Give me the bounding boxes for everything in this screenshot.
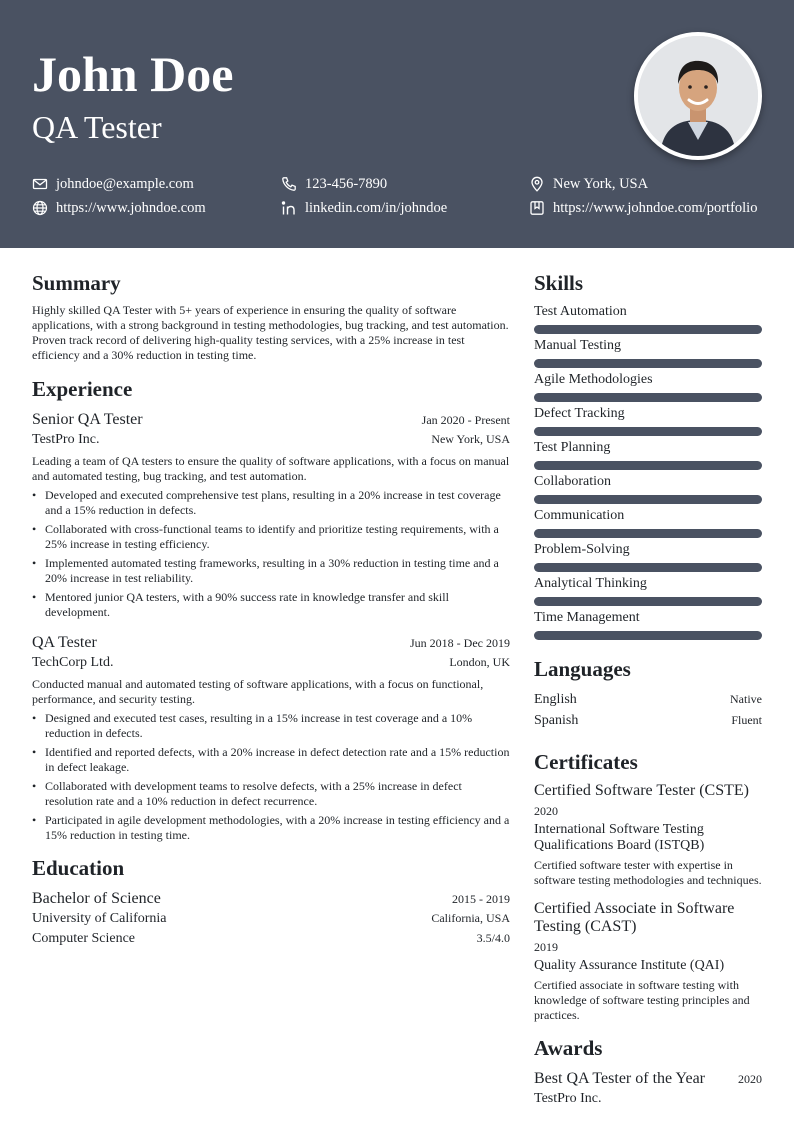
skills-list (534, 303, 762, 640)
job-bullet: • Designed and executed test cases, resulting in a 15% increase in test coverage and a 10% reduction in defects. (32, 711, 510, 741)
certificate-org: International Software Testing Qualifications Board (ISTQB) (534, 822, 705, 853)
education-location: California, USA (431, 911, 510, 925)
certificate-entry (534, 900, 762, 1023)
certificate-org: Quality Assurance Institute (QAI) (534, 958, 725, 973)
skill-label: Analytical Thinking (534, 576, 647, 591)
skill-level-bar (534, 393, 762, 402)
job-role: QA Tester (32, 634, 97, 651)
certificate-name: Certified Associate in Software Testing (CAST) (534, 900, 735, 935)
bookmark-icon (529, 200, 545, 216)
job-description: Conducted manual and automated testing of software applications, with a focus on functional, performance, and security testing. (32, 677, 484, 706)
skill-item (534, 609, 762, 640)
job-bullet: • Implemented automated testing frameworks, resulting in a 30% reduction in testing time and a 20% increase in test reliability. (32, 556, 510, 586)
education-gpa: 3.5/4.0 (476, 931, 510, 945)
summary-text: Highly skilled QA Tester with 5+ years of experience in ensuring the quality of software applications, with a strong background in testing methodologies, bug tracking, and test automation. Proven track record of delivering high-quality testing services, with a 25% increase in test efficiency and a 30% reduction in testing time. (32, 303, 509, 362)
award-title: Best QA Tester of the Year (534, 1070, 706, 1087)
job-company: TestPro Inc. (32, 432, 100, 447)
experience-section (32, 376, 510, 843)
main-column (32, 270, 510, 949)
job-bullets (32, 711, 510, 843)
skill-level-bar (534, 495, 762, 504)
job-bullet: • Mentored junior QA testers, with a 90% success rate in knowledge transfer and skill development. (32, 590, 510, 620)
profile-photo (634, 32, 762, 160)
skill-label: Agile Methodologies (534, 372, 653, 387)
skill-item (534, 371, 762, 402)
language-name: Spanish (534, 713, 579, 728)
language-name: English (534, 692, 577, 707)
skill-level-bar (534, 427, 762, 436)
phone-text: 123-456-7890 (305, 176, 388, 192)
certificate-name: Certified Software Tester (CSTE) (534, 782, 749, 799)
job-location: New York, USA (431, 432, 510, 446)
envelope-icon (32, 176, 48, 192)
awards-section (534, 1035, 762, 1109)
linkedin-text: linkedin.com/in/johndoe (305, 200, 448, 216)
job-entry (32, 632, 510, 843)
job-bullets (32, 488, 510, 620)
job-bullet: • Participated in agile development methodologies, with a 20% increase in testing efficiency and a 15% reduction in testing time. (32, 813, 510, 843)
summary-section (32, 270, 510, 363)
certificate-year: 2019 (534, 940, 558, 954)
candidate-name: John Doe (32, 46, 234, 102)
language-row (534, 710, 762, 731)
location-text: New York, USA (553, 176, 649, 192)
award-year: 2020 (738, 1072, 762, 1086)
skill-label: Test Automation (534, 304, 627, 319)
skill-label: Time Management (534, 610, 640, 625)
certificate-description: Certified software tester with expertise in software testing methodologies and techniques. (534, 858, 762, 887)
certificates-section (534, 749, 762, 1023)
skill-item (534, 405, 762, 436)
skill-level-bar (534, 563, 762, 572)
map-pin-icon (529, 176, 545, 192)
skill-label: Communication (534, 508, 625, 523)
contact-website[interactable] (32, 199, 206, 217)
job-role: Senior QA Tester (32, 411, 143, 428)
skill-item (534, 541, 762, 572)
language-row (534, 689, 762, 710)
job-entry (32, 409, 510, 620)
skills-section (534, 270, 762, 640)
skill-level-bar (534, 359, 762, 368)
skill-label: Problem-Solving (534, 542, 630, 557)
skill-item (534, 337, 762, 368)
contact-location (529, 175, 648, 193)
linkedin-icon (281, 200, 297, 216)
award-org: TestPro Inc. (534, 1091, 602, 1106)
globe-icon (32, 200, 48, 216)
skill-item (534, 575, 762, 606)
education-school: University of California (32, 911, 167, 926)
education-section (32, 855, 510, 949)
contact-linkedin[interactable] (281, 199, 447, 217)
contact-portfolio[interactable] (529, 199, 757, 217)
awards-heading: Awards (534, 1036, 603, 1060)
experience-heading: Experience (32, 377, 133, 401)
job-bullet: • Developed and executed comprehensive test plans, resulting in a 20% increase in test coverage and a 15% reduction in defects. (32, 488, 510, 518)
job-location: London, UK (449, 655, 510, 669)
skill-label: Collaboration (534, 474, 611, 489)
job-description: Leading a team of QA testers to ensure the quality of software applications, with a focus on manual and automated testing, bug tracking, and test automation. (32, 454, 510, 483)
skill-level-bar (534, 631, 762, 640)
skill-level-bar (534, 597, 762, 606)
education-degree: Bachelor of Science (32, 890, 161, 907)
job-company: TechCorp Ltd. (32, 655, 114, 670)
languages-section (534, 656, 762, 731)
certificate-year: 2020 (534, 804, 558, 818)
certificates-heading: Certificates (534, 750, 638, 774)
job-dates: Jun 2018 - Dec 2019 (410, 636, 510, 650)
skill-item (534, 507, 762, 538)
skill-label: Manual Testing (534, 338, 622, 353)
job-title: QA Tester (32, 109, 162, 145)
skill-level-bar (534, 325, 762, 334)
skill-level-bar (534, 461, 762, 470)
skill-item (534, 473, 762, 504)
language-level: Native (730, 692, 762, 706)
certificate-description: Certified associate in software testing with knowledge of software testing principles and practices. (534, 978, 750, 1022)
job-bullet: • Collaborated with development teams to resolve defects, with a 25% increase in defect resolution rate and a 10% reduction in defect recurrence. (32, 779, 510, 809)
contact-phone[interactable] (281, 175, 387, 193)
skill-label: Defect Tracking (534, 406, 625, 421)
website-text: https://www.johndoe.com (56, 200, 206, 216)
language-level: Fluent (731, 713, 762, 727)
skill-label: Test Planning (534, 440, 611, 455)
certificate-entry (534, 782, 762, 888)
email-text: johndoe@example.com (56, 176, 194, 192)
job-bullet: • Collaborated with cross-functional teams to identify and prioritize testing requirements, with a 25% increase in testing efficiency. (32, 522, 510, 552)
skill-level-bar (534, 529, 762, 538)
education-field: Computer Science (32, 931, 136, 946)
job-dates: Jan 2020 - Present (421, 413, 510, 427)
skill-item (534, 303, 762, 334)
languages-heading: Languages (534, 657, 631, 681)
skill-item (534, 439, 762, 470)
contact-email[interactable] (32, 175, 194, 193)
summary-heading: Summary (32, 271, 121, 295)
side-column (534, 270, 762, 1109)
education-heading: Education (32, 856, 125, 880)
resume-header (0, 0, 794, 248)
education-dates: 2015 - 2019 (452, 892, 510, 906)
phone-icon (281, 176, 297, 192)
job-bullet: • Identified and reported defects, with a 20% increase in defect detection rate and a 15% reduction in defect leakage. (32, 745, 510, 775)
portfolio-text: https://www.johndoe.com/portfolio (553, 200, 758, 216)
skills-heading: Skills (534, 271, 584, 295)
